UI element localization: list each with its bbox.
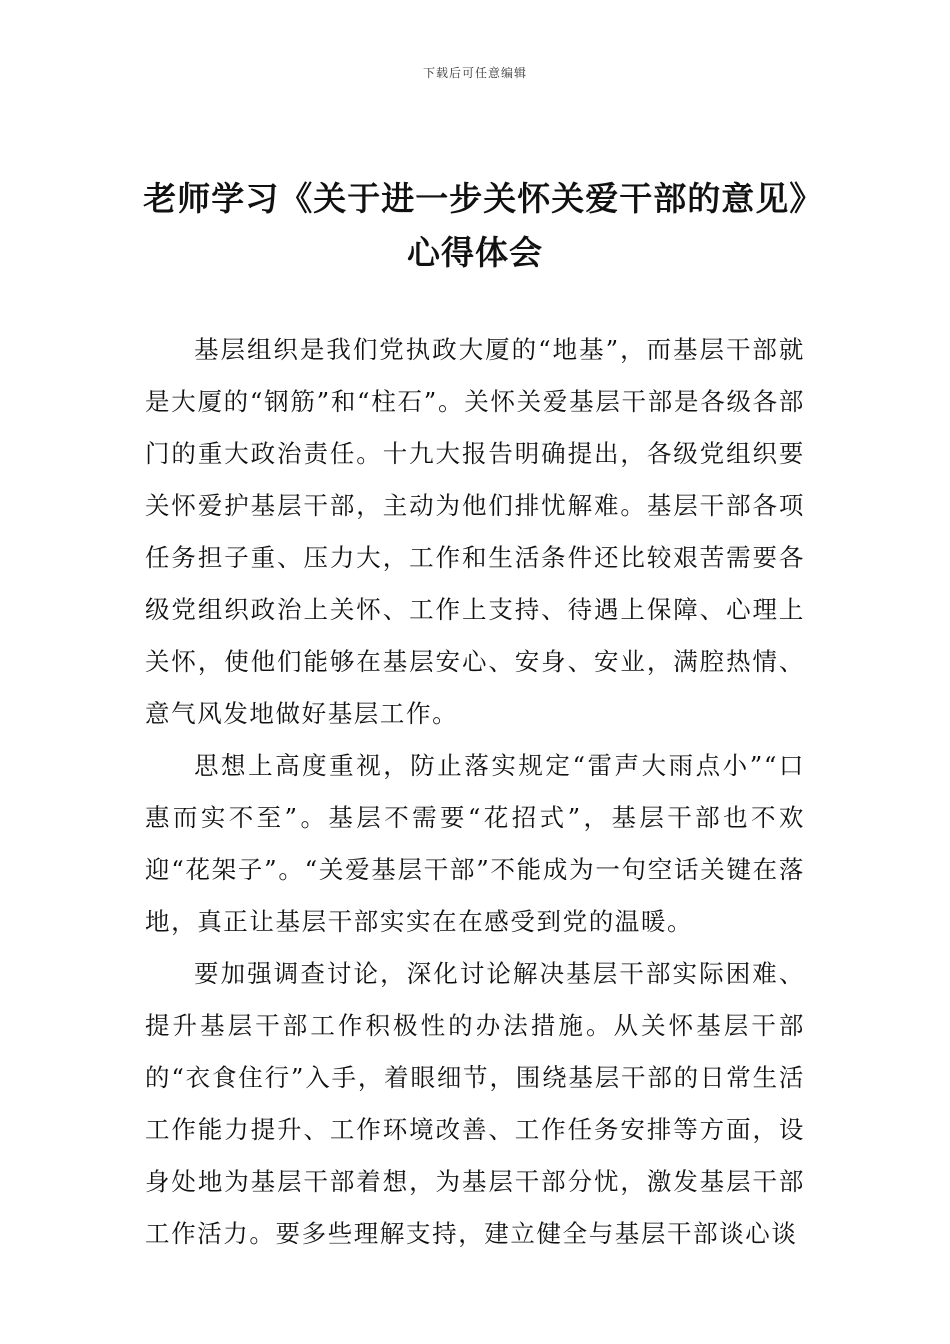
document-title: 老师学习《关于进一步关怀关爱干部的意见》心得体会 [143, 179, 807, 272]
body-paragraph-3: 要加强调查讨论，深化讨论解决基层干部实际困难、提升基层干部工作积极性的办法措施。从关怀基层干部的“衣食住行”入手，着眼细节，围绕基层干部的日常生活工作能力提升、工作环境改善、工作任务安排等方面，设身处地为基层干部着想，为基层干部分忧，激发基层干部工作活力。要多些理解支持，建立健全与基层干部谈心谈 [145, 959, 805, 1248]
body-paragraph-1: 基层组织是我们党执政大厦的“地基”，而基层干部就是大厦的“钢筋”和“柱石”。关怀关爱基层干部是各级各部门的重大政治责任。十九大报告明确提出，各级党组织要关怀爱护基层干部，主动为他们排忧解难。基层干部各项任务担子重、压力大，工作和生活条件还比较艰苦需要各级党组织政治上关怀、工作上支持、待遇上保障、心理上关怀，使他们能够在基层安心、安身、安业，满腔热情、意气风发地做好基层工作。 [145, 335, 805, 728]
document-body [145, 324, 805, 1260]
body-paragraph-2: 思想上高度重视，防止落实规定“雷声大雨点小”“口惠而实不至”。基层不需要“花招式”，基层干部也不欢迎“花架子”。“关爱基层干部”不能成为一句空话关键在落地，真正让基层干部实实在在感受到党的温暖。 [145, 751, 805, 936]
page-header-note: 下载后可任意编辑 [422, 66, 527, 80]
